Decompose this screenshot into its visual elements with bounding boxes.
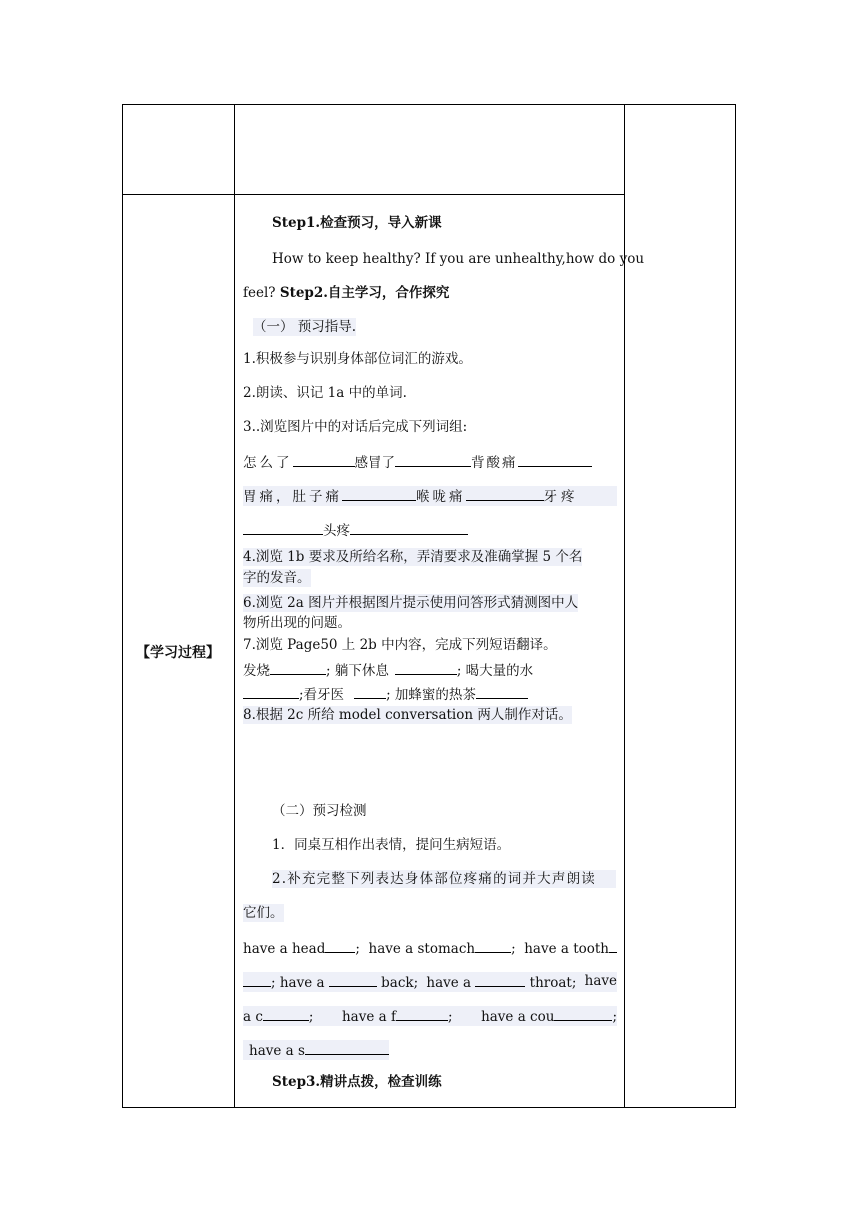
- vocab-row3: [243, 520, 468, 540]
- step1-question-line1: [272, 250, 645, 268]
- part2-heading: （二）预习检测: [272, 803, 367, 819]
- fill-item: have: [584, 973, 617, 989]
- part1-item7: 7.浏览 Page50 上 2b 中内容，完成下列短语翻译。: [243, 637, 557, 653]
- blank: [395, 452, 471, 467]
- vocab-row2: [243, 486, 617, 506]
- vocab-label: 背酸痛: [471, 455, 518, 471]
- fill-item: have a tooth: [524, 938, 617, 958]
- blank: [466, 486, 544, 501]
- step3-heading: Step3.精讲点拨，检查训练: [272, 1074, 442, 1090]
- part1-item4-line1: 4.浏览 1b 要求及所给名称，弄清要求及准确掌握 5 个名: [243, 549, 583, 565]
- translation-label: ; 加蜂蜜的热茶: [386, 687, 476, 703]
- blank: [305, 1040, 389, 1055]
- step1-question-text: How to keep healthy? If you are unhealthy,how do you: [272, 251, 645, 267]
- table-bottom-border: [122, 1107, 736, 1108]
- fill-item: have a f ;: [342, 1006, 453, 1026]
- step1-heading: Step1.检查预习，导入新课: [272, 215, 442, 231]
- part2-item2-line1: [272, 870, 616, 888]
- part1-item6-line1: 6.浏览 2a 图片并根据图片提示使用问答形式猜测图中人: [243, 595, 579, 611]
- translation-label: ; 喝大量的水: [456, 663, 534, 679]
- part2-item1: 1．同桌互相作出表情，提问生病短语。: [272, 837, 511, 853]
- fill-item: have a cou ;: [481, 1006, 617, 1026]
- part1-item2: 2.朗读、识记 1a 中的单词.: [243, 385, 407, 401]
- part1-item1: 1.积极参与识别身体部位词汇的游戏。: [243, 351, 472, 367]
- fill-row1: [243, 938, 617, 958]
- table-right-border: [735, 104, 736, 1108]
- part1-item6-line2: 物所出现的问题。: [243, 615, 351, 631]
- part1-heading: （一） 预习指导.: [253, 319, 357, 335]
- vocab-label: 牙疼: [543, 489, 579, 505]
- blank: [270, 660, 326, 675]
- table-top-border: [122, 104, 736, 105]
- vocab-label: 喉咙痛: [416, 489, 466, 505]
- fill-item: ; have a back;: [243, 972, 418, 992]
- fill-row2: [243, 972, 617, 992]
- step1-question-line2: [243, 284, 449, 302]
- part1-item3: 3..浏览图片中的对话后完成下列词组:: [243, 419, 468, 435]
- fill-row3: [243, 1006, 617, 1026]
- blank: [395, 660, 457, 675]
- blank: [350, 520, 468, 535]
- blank: [243, 684, 299, 699]
- vocab-row1: [243, 452, 617, 472]
- translation-row1: [243, 660, 533, 680]
- blank: [476, 684, 528, 699]
- fill-item: have a head ;: [243, 938, 360, 958]
- translation-label: 发烧: [243, 663, 270, 679]
- vocab-label: 胃痛，肚子痛: [243, 489, 342, 505]
- fill-item: have a stomach ;: [369, 938, 516, 958]
- fill-row4: [243, 1040, 389, 1060]
- blank: [354, 684, 386, 699]
- part1-item8: 8.根据 2c 所给 model conversation 两人制作对话。: [243, 707, 572, 723]
- translation-row2: [243, 684, 528, 704]
- part2-item2-line2: 它们。: [243, 905, 284, 921]
- step2-heading: Step2.自主学习，合作探究: [279, 285, 450, 301]
- fill-item: have a s: [249, 1043, 305, 1059]
- vocab-label: 感冒了: [354, 455, 395, 471]
- table-left-border: [122, 104, 123, 1108]
- table-column-divider-1: [234, 104, 235, 1108]
- part1-item4-line2: 字的发音。: [243, 570, 311, 586]
- translation-label: ;看牙医: [299, 687, 345, 703]
- blank: [243, 520, 323, 535]
- blank: [342, 486, 416, 501]
- step1-question-end: feel?: [243, 285, 280, 301]
- vocab-label: 怎么了: [243, 455, 293, 471]
- part2-item2-text: 2.补充完整下列表达身体部位疼痛的词并大声朗读: [272, 871, 596, 887]
- fill-item: a c ;: [243, 1006, 313, 1026]
- vocab-label: 头疼: [323, 523, 350, 539]
- fill-item: have a throat;: [426, 972, 576, 992]
- translation-label: ; 躺下休息: [326, 663, 389, 679]
- table-row-divider: [122, 194, 624, 195]
- blank: [293, 452, 355, 467]
- blank: [518, 452, 592, 467]
- section-label: 【学习过程】: [136, 645, 220, 661]
